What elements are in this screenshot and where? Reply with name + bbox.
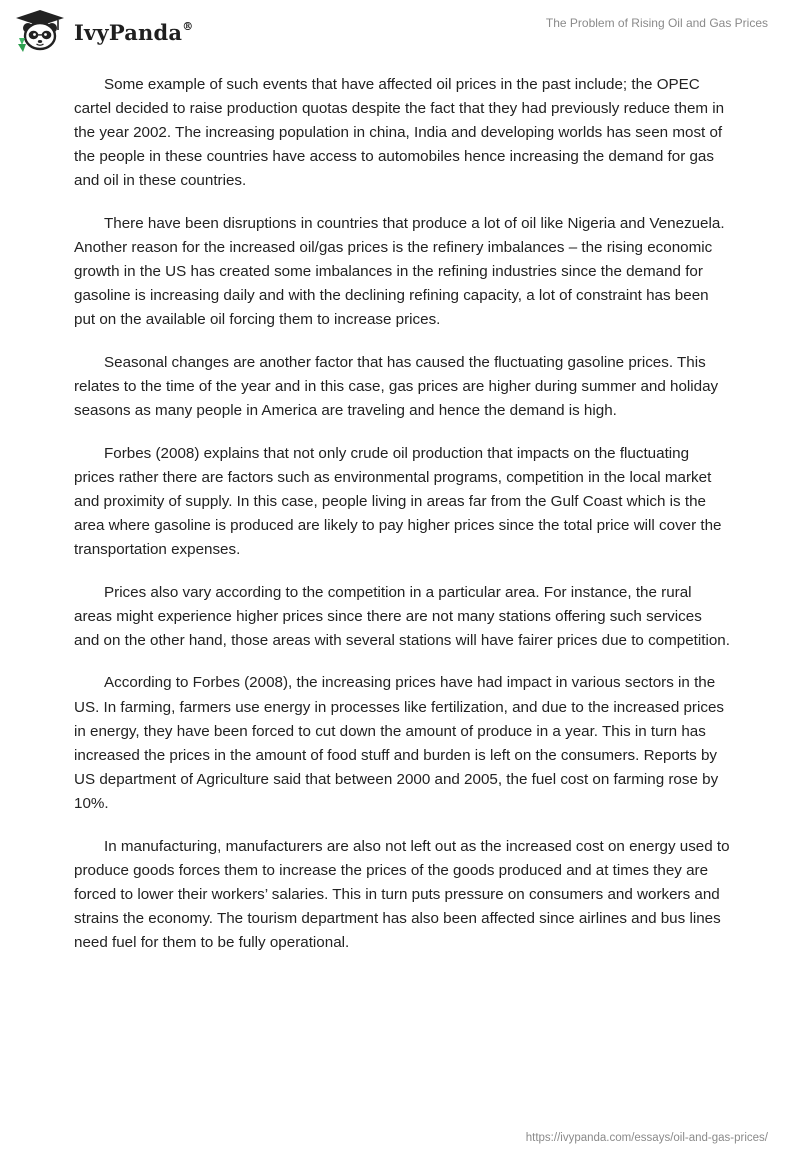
paragraph: Some example of such events that have affected oil prices in the past include; the OPEC cartel decided to raise production quotas despite the fact that they had previously reduce them in the year 2002. The increasing population in china, India and developing worlds has seen most of the people in these countries have access to automobiles hence increasing the demand for gas and oil in these countries. (74, 76, 725, 190)
paragraph: According to Forbes (2008), the increasing prices have had impact in various sectors in the US. In farming, farmers use energy in processes like fertilization, and due to the increased prices in energy, they have been forced to cut down the amount of produce in a year. This in turn has increased the prices in the amount of food stuff and burden is left on the consumers. Reports by US department of Agriculture said that between 2000 and 2005, the fuel cost on farming rose by 10%. (74, 674, 724, 812)
document-title: The Problem of Rising Oil and Gas Prices (545, 16, 768, 30)
panda-graduate-icon (14, 8, 66, 54)
essay-body (74, 73, 730, 974)
paragraph: Seasonal changes are another factor that has caused the fluctuating gasoline prices. This relates to the time of the year and in this case, gas prices are higher during summer and holiday seasons as many people in America are traveling and hence the demand is high. (74, 353, 719, 420)
paragraph: Forbes (2008) explains that not only crude oil production that impacts on the fluctuating prices rather there are factors such as environmental programs, competition in the local market and proximity of supply. In this case, people living in areas far from the Gulf Coast which is the area where gasoline is produced are likely to pay higher prices since the total price will cover the transportation expenses. (74, 444, 722, 559)
source-url[interactable]: https://ivypanda.com/essays/oil-and-gas-prices/ (525, 1132, 768, 1144)
registered-mark: ® (182, 19, 194, 33)
paragraph: There have been disruptions in countries that produce a lot of oil like Nigeria and Venezuela. Another reason for the increased oil/gas prices is the refinery imbalances – the rising economic growth in the US has created some imbalances in the refining industries since the demand for gasoline is increasing daily and with the declining refining capacity, a lot of constraint has been put on the available oil forcing them to increase prices. (74, 214, 725, 329)
paragraph: In manufacturing, manufacturers are also not left out as the increased cost on energy used to produce goods forces them to increase the prices of the goods produced and at times they are forced to lower their workers’ salaries. This in turn puts pressure on consumers and workers and strains the economy. The tourism department has also been affected since airlines and bus lines need fuel for them to be fully operational. (74, 837, 730, 951)
paragraph: Prices also vary according to the competition in a particular area. For instance, the rural areas might experience higher prices since there are not many stations offering such services and on the other hand, those areas with several stations will have fairer prices due to competition. (74, 583, 730, 649)
brand-label: IvyPanda (74, 19, 183, 45)
ivypanda-logo[interactable] (14, 8, 193, 54)
brand-name (74, 20, 193, 45)
page-header (0, 0, 800, 70)
